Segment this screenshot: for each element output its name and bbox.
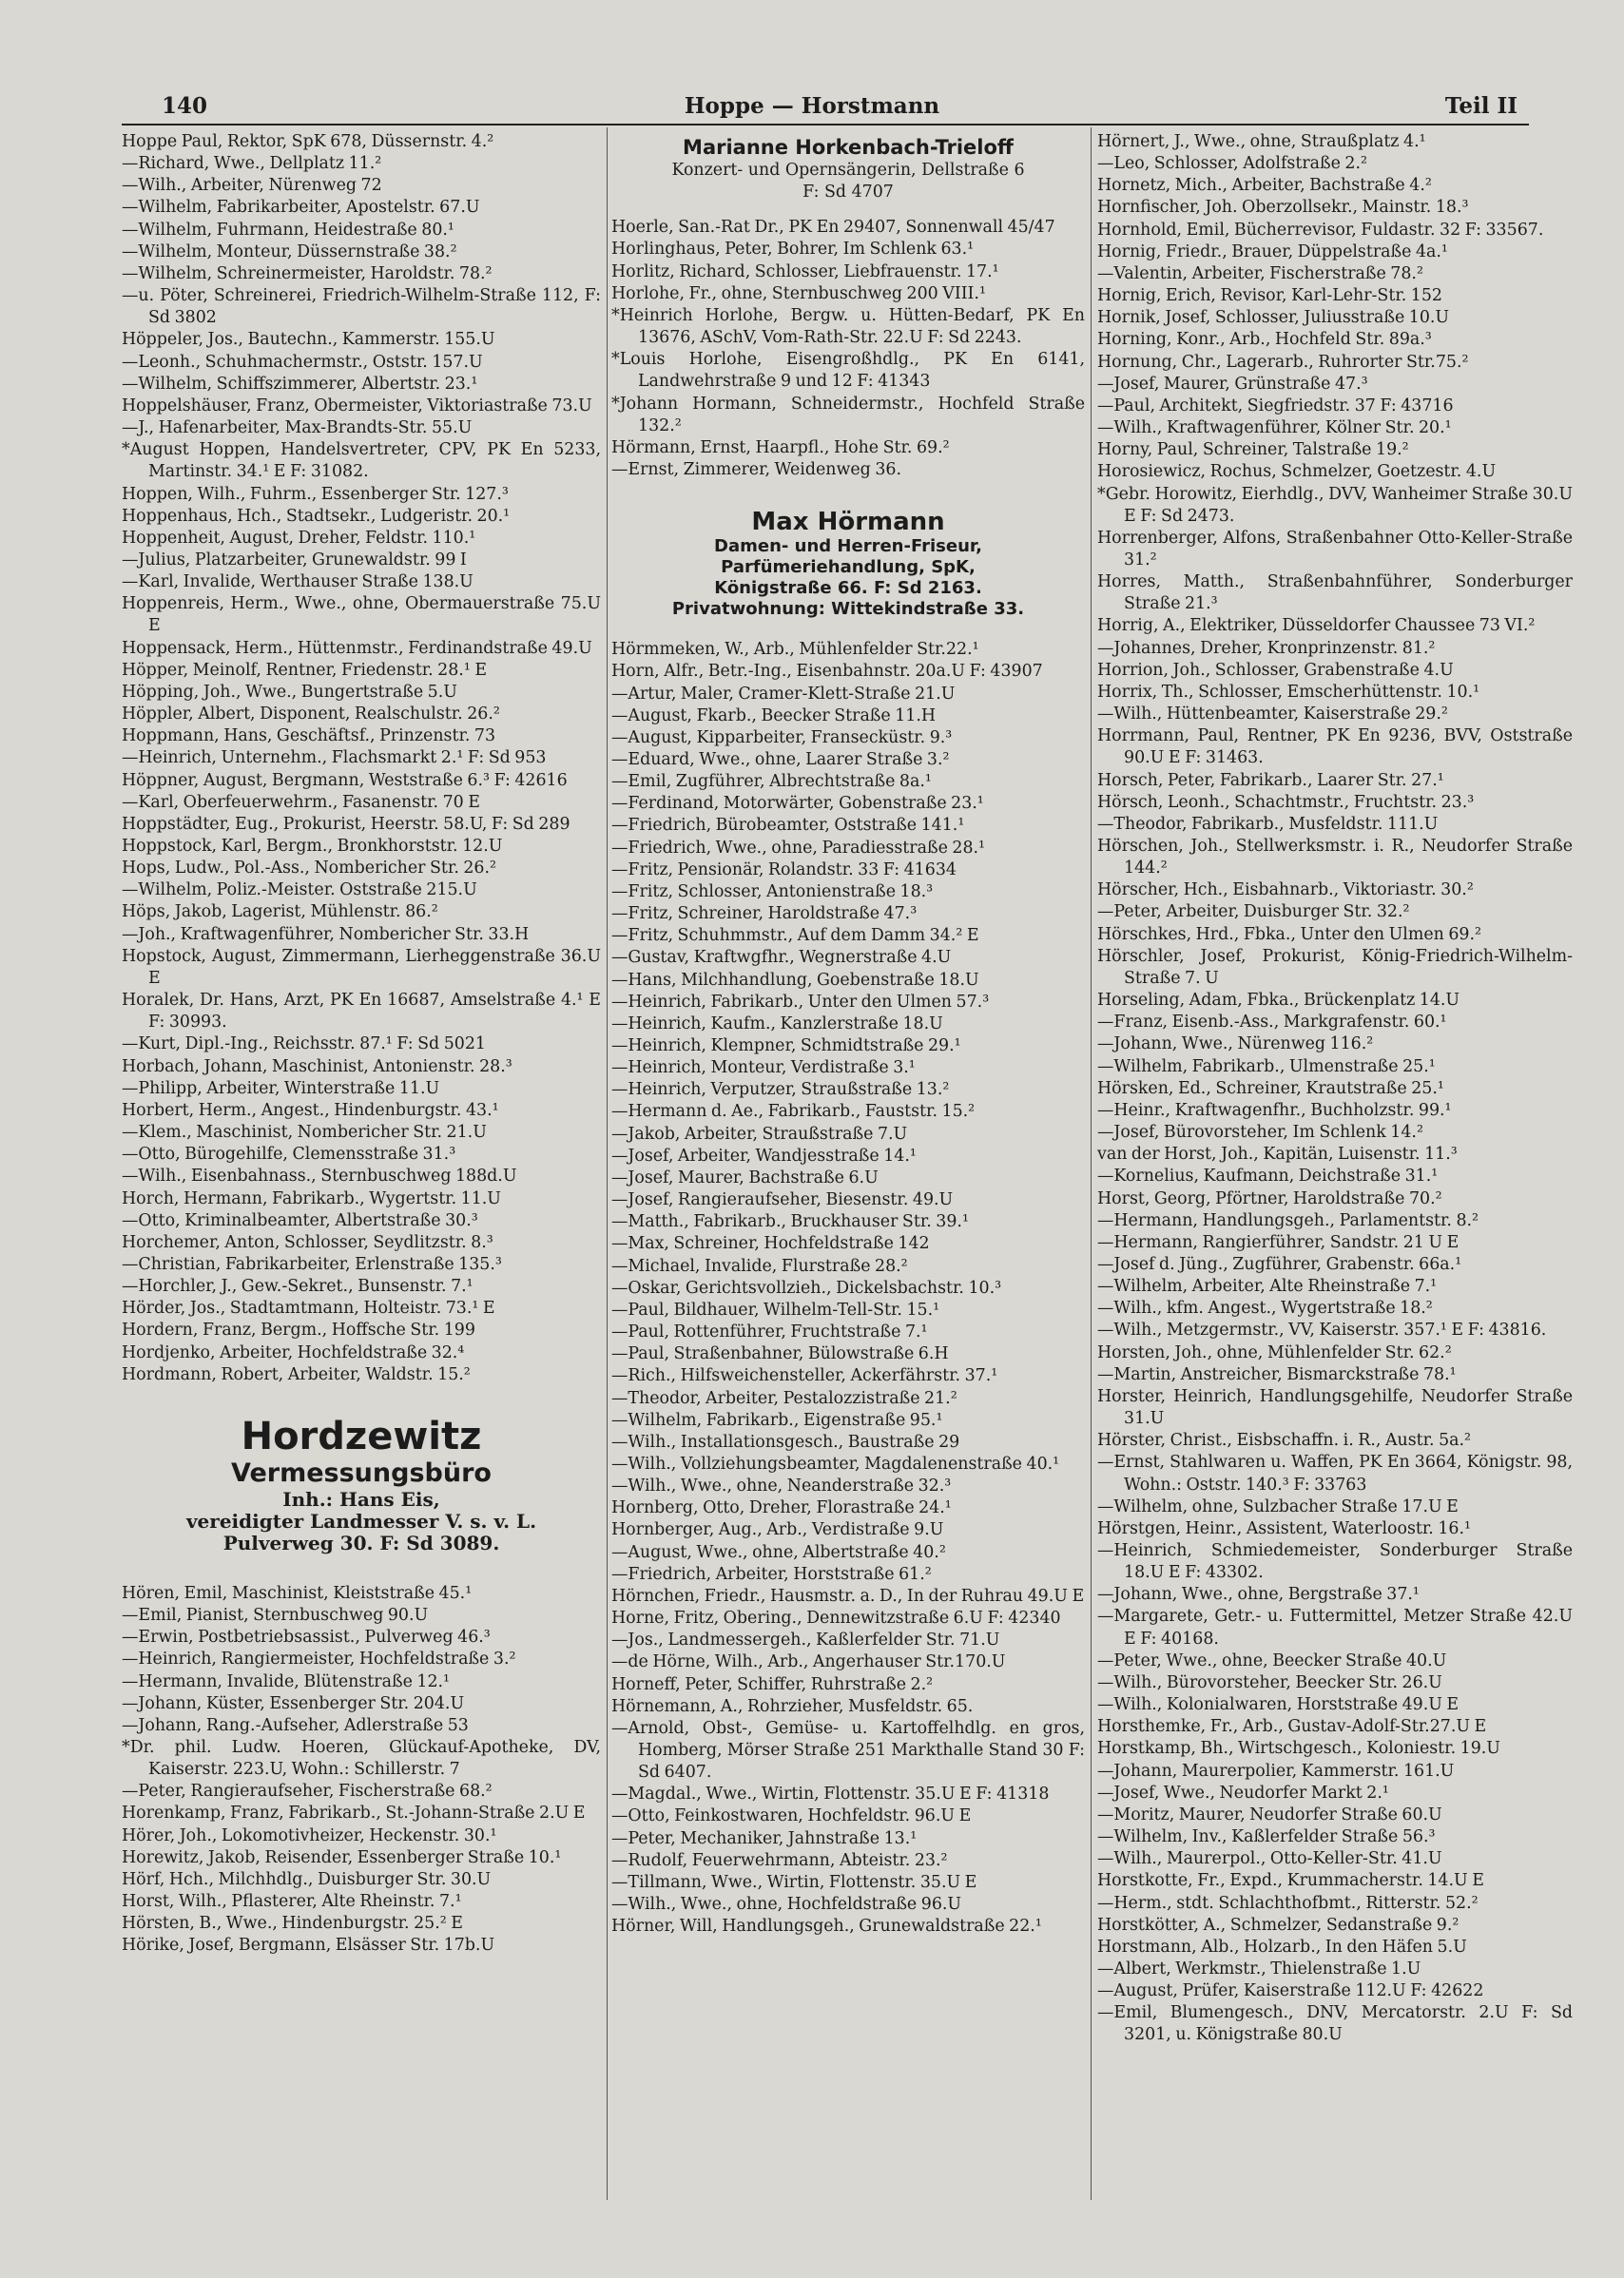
directory-entry: Hornig, Friedr., Brauer, Düppelstraße 4a.¹ <box>1097 241 1448 261</box>
directory-entry: —Martin, Anstreicher, Bismarckstraße 78.¹ <box>1097 1364 1457 1384</box>
directory-entry: *Johann Hormann, Schneidermstr., Hochfeld Straße 132.² <box>611 394 1085 435</box>
directory-entry: —Josef, Rangieraufseher, Biesenstr. 49.U <box>611 1190 954 1210</box>
directory-entry: —Moritz, Maurer, Neudorfer Straße 60.U <box>1097 1805 1442 1824</box>
directory-entry: —Paul, Architekt, Siegfriedstr. 37 F: 43716 <box>1097 396 1454 415</box>
directory-entry: —Johann, Wwe., Nürenweg 116.² <box>1097 1034 1374 1054</box>
directory-entry: Horst, Wilh., Pflasterer, Alte Rheinstr. 7.¹ <box>122 1892 462 1912</box>
directory-entry: Hordmann, Robert, Arbeiter, Waldstr. 15.² <box>122 1364 471 1384</box>
directory-entry: —Fritz, Schuhmmstr., Auf dem Damm 34.² E <box>611 926 979 946</box>
directory-entry: —Philipp, Arbeiter, Winterstraße 11.U <box>122 1078 440 1098</box>
directory-entry: Hörmmeken, W., Arb., Mühlenfelder Str.22.¹ <box>611 640 979 660</box>
directory-entry: Horster, Heinrich, Handlungsgehilfe, Neudorfer Straße 31.U <box>1097 1386 1573 1429</box>
directory-entry: —Margarete, Getr.- u. Futtermittel, Metzer Straße 42.U E F: 40168. <box>1097 1607 1573 1649</box>
directory-entry: —Fritz, Schreiner, Haroldstraße 47.³ <box>611 904 918 924</box>
directory-entry: —Ernst, Zimmerer, Weidenweg 36. <box>611 460 901 480</box>
directory-entry: Hören, Emil, Maschinist, Kleiststraße 45.¹ <box>122 1583 473 1603</box>
directory-entry: —Friedrich, Bürobeamter, Oststraße 141.¹ <box>611 816 965 836</box>
ad-line: F: Sd 4707 <box>802 183 894 203</box>
directory-entry: Horrig, A., Elektriker, Düsseldorfer Chaussee 73 VI.² <box>1097 616 1536 636</box>
column-3 <box>1097 131 1573 2047</box>
directory-entry: —de Hörne, Wilh., Arb., Angerhauser Str.170.U <box>611 1652 1006 1672</box>
directory-entry: Hoppensack, Herm., Hüttenmstr., Ferdinandstraße 49.U <box>122 638 592 658</box>
directory-entry: —Paul, Bildhauer, Wilhelm-Tell-Str. 15.¹ <box>611 1300 940 1320</box>
directory-entry: —Theodor, Arbeiter, Pestalozzistraße 21.² <box>611 1388 957 1408</box>
directory-entry: —Wilh., Vollziehungsbeamter, Magdalenenstraße 40.¹ <box>611 1454 1060 1474</box>
directory-entry: —Heinrich, Klempner, Schmidtstraße 29.¹ <box>611 1036 961 1055</box>
directory-entry: van der Horst, Joh., Kapitän, Luisenstr. 11.³ <box>1097 1145 1458 1165</box>
directory-entry: Horsthemke, Fr., Arb., Gustav-Adolf-Str.27.U E <box>1097 1717 1487 1737</box>
directory-entry: *Louis Horlohe, Eisengroßhdlg., PK En 6141, Landwehrstraße 9 und 12 F: 41343 <box>611 350 1085 392</box>
column-2 <box>611 131 1085 1938</box>
directory-entry: —Johann, Wwe., ohne, Bergstraße 37.¹ <box>1097 1585 1420 1605</box>
directory-entry: Hörder, Jos., Stadtamtmann, Holteistr. 73.¹ E <box>122 1299 495 1319</box>
directory-entry: Horbert, Herm., Angest., Hindenburgstr. 43.¹ <box>122 1100 499 1120</box>
directory-entry: Hörner, Will, Handlungsgeh., Grunewaldstraße 22.¹ <box>611 1917 1042 1937</box>
directory-entry: —Julius, Platzarbeiter, Grunewaldstr. 99 I <box>122 550 467 570</box>
directory-entry: —Heinrich, Verputzer, Straußstraße 13.² <box>611 1080 950 1100</box>
directory-entry: Horenkamp, Franz, Fabrikarb., St.-Johann-Straße 2.U E <box>122 1804 586 1824</box>
directory-entry: —Wilh., Bürovorsteher, Beecker Str. 26.U <box>1097 1672 1442 1692</box>
directory-entry: Hoppenhaus, Hch., Stadtsekr., Ludgeristr. 20.¹ <box>122 506 511 526</box>
directory-entry: Horrmann, Paul, Rentner, PK En 9236, BVV, Oststraße 90.U E F: 31463. <box>1097 726 1573 768</box>
directory-entry: Hörf, Hch., Milchhdlg., Duisburger Str. 30.U <box>122 1869 492 1889</box>
directory-entry: —Heinrich, Fabrikarb., Unter den Ulmen 57.³ <box>611 992 990 1012</box>
directory-entry: Hoerle, San.-Rat Dr., PK En 29407, Sonnenwall 45/47 <box>611 218 1055 238</box>
directory-entry: Hoppen, Wilh., Fuhrm., Essenberger Str. 127.³ <box>122 484 509 504</box>
directory-entry: —Fritz, Pensionär, Rolandstr. 33 F: 41634 <box>611 859 957 879</box>
entry-list <box>122 1583 601 1958</box>
directory-entry: —August, Fkarb., Beecker Straße 11.H <box>611 705 937 725</box>
directory-entry: —Leonh., Schuhmachermstr., Oststr. 157.U <box>122 352 483 372</box>
directory-entry: —Wilh., Wwe., ohne, Neanderstraße 32.³ <box>611 1477 952 1496</box>
directory-entry: —Max, Schreiner, Hochfeldstraße 142 <box>611 1234 930 1254</box>
directory-entry: —Wilhelm, Poliz.-Meister. Oststraße 215.U <box>122 880 477 900</box>
directory-entry: —Josef, Arbeiter, Wandjesstraße 14.¹ <box>611 1146 917 1166</box>
directory-entry: —Wilhelm, Inv., Kaßlerfelder Straße 56.³ <box>1097 1827 1436 1847</box>
directory-entry: —Wilhelm, Fuhrmann, Heidestraße 80.¹ <box>122 220 454 240</box>
directory-entry: —Wilhelm, Fabrikarbeiter, Apostelstr. 67.U <box>122 198 480 218</box>
directory-entry: Hörster, Christ., Eisbschaffn. i. R., Austr. 5a.² <box>1097 1431 1472 1451</box>
ad-title: Max Hörmann <box>751 508 945 537</box>
directory-entry: Höpper, Meinolf, Rentner, Friedenstr. 28.¹ E <box>122 660 488 680</box>
directory-entry: —Ferdinand, Motorwärter, Gobenstraße 23.¹ <box>611 794 984 814</box>
directory-entry: Hoppenheit, August, Dreher, Feldstr. 110.¹ <box>122 528 476 548</box>
directory-entry: Hörike, Josef, Bergmann, Elsässer Str. 17b.U <box>122 1936 495 1956</box>
directory-entry: Horewitz, Jakob, Reisender, Essenberger Straße 10.¹ <box>122 1847 562 1867</box>
directory-entry: —Hermann d. Ae., Fabrikarb., Fauststr. 15.² <box>611 1102 976 1122</box>
directory-entry: Hörsten, B., Wwe., Hindenburgstr. 25.² E <box>122 1914 463 1934</box>
directory-entry: —Heinrich, Unternehm., Flachsmarkt 2.¹ F: Sd 953 <box>122 748 547 768</box>
directory-entry: —Otto, Feinkostwaren, Hochfeldstr. 96.U E <box>611 1806 972 1826</box>
directory-entry: —Joh., Kraftwagenführer, Nombericher Str. 33.H <box>122 924 530 944</box>
directory-entry: Hornetz, Mich., Arbeiter, Bachstraße 4.² <box>1097 176 1432 196</box>
page-number: 140 <box>162 93 208 119</box>
directory-entry: Hörnemann, A., Rohrzieher, Musfeldstr. 65. <box>611 1696 974 1716</box>
directory-entry: Horlitz, Richard, Schlosser, Liebfrauenstr. 17.¹ <box>611 261 999 281</box>
directory-entry: Horning, Konr., Arb., Hochfeld Str. 89a.³ <box>1097 330 1432 350</box>
directory-entry: —Johann, Maurerpolier, Kammerstr. 161.U <box>1097 1761 1455 1781</box>
directory-entry: —Wilhelm, Schreinermeister, Haroldstr. 78.² <box>122 263 493 283</box>
directory-entry: —J., Hafenarbeiter, Max-Brandts-Str. 55.U <box>122 418 473 438</box>
directory-entry: Hoppstädter, Eug., Prokurist, Heerstr. 58.U, F: Sd 289 <box>122 814 570 834</box>
directory-entry: *August Hoppen, Handelsvertreter, CPV, PK En 5233, Martinstr. 34.¹ E F: 31082. <box>122 440 601 482</box>
directory-entry: Hörschkes, Hrd., Fbka., Unter den Ulmen 69.² <box>1097 924 1481 944</box>
directory-entry: Hörschen, Joh., Stellwerksmstr. i. R., Neudorfer Straße 144.² <box>1097 837 1573 878</box>
directory-entry: Horsten, Joh., ohne, Mühlenfelder Str. 62.² <box>1097 1342 1452 1362</box>
directory-entry: —Peter, Wwe., ohne, Beecker Straße 40.U <box>1097 1651 1447 1670</box>
entry-list <box>611 217 1085 481</box>
directory-entry: —Erwin, Postbetriebsassist., Pulverweg 46.³ <box>122 1628 491 1648</box>
directory-entry: —Josef, Maurer, Grünstraße 47.³ <box>1097 374 1368 394</box>
directory-entry: *Heinrich Horlohe, Bergw. u. Hütten-Bedarf, PK En 13676, ASchV, Vom-Rath-Str. 22.U F: Sd 2243. <box>611 305 1085 348</box>
advertisement-hoermann <box>611 481 1085 639</box>
directory-entry: Hörschler, Josef, Prokurist, König-Friedrich-Wilhelm-Straße 7. U <box>1097 946 1573 988</box>
directory-entry: —Wilh., Eisenbahnass., Sternbuschweg 188d.U <box>122 1167 517 1187</box>
directory-entry: —Karl, Invalide, Werthauser Straße 138.U <box>122 572 474 592</box>
directory-entry: —Fritz, Schlosser, Antonienstraße 18.³ <box>611 881 934 901</box>
directory-entry: —Emil, Blumengesch., DNV, Mercatorstr. 2.U F: Sd 3201, u. Königstraße 80.U <box>1097 2003 1573 2045</box>
directory-entry: Hornig, Erich, Revisor, Karl-Lehr-Str. 152 <box>1097 286 1442 306</box>
directory-entry: Hoppstock, Karl, Bergm., Bronkhorststr. 12.U <box>122 837 503 856</box>
directory-entry: —Kurt, Dipl.-Ing., Reichsstr. 87.¹ F: Sd 5021 <box>122 1034 486 1054</box>
directory-entry: —Hans, Milchhandlung, Goebenstraße 18.U <box>611 970 979 990</box>
ad-line: Privatwohnung: Wittekindstraße 33. <box>671 599 1025 620</box>
directory-entry: —Artur, Maler, Cramer-Klett-Straße 21.U <box>611 684 956 704</box>
directory-entry: —Peter, Arbeiter, Duisburger Str. 32.² <box>1097 902 1410 922</box>
directory-entry: —Leo, Schlosser, Adolfstraße 2.² <box>1097 154 1367 174</box>
ad-line: Pulverweg 30. F: Sd 3089. <box>222 1531 500 1554</box>
directory-entry: —Josef, Bürovorsteher, Im Schlenk 14.² <box>1097 1123 1423 1143</box>
directory-entry: Hornhold, Emil, Bücherrevisor, Fuldastr. 32 F: 33567. <box>1097 220 1544 240</box>
advertisement-horkenbach <box>611 131 1085 203</box>
directory-entry: Horch, Hermann, Fabrikarb., Wygertstr. 11.U <box>122 1188 501 1208</box>
directory-entry: —Wilh., Wwe., ohne, Hochfeldstraße 96.U <box>611 1895 962 1915</box>
directory-entry: —Jos., Landmessergeh., Kaßlerfelder Str. 71.U <box>611 1631 1000 1651</box>
directory-entry: —Wilh., Hüttenbeamter, Kaiserstraße 29.² <box>1097 705 1448 724</box>
directory-entry: —Paul, Rottenführer, Fruchtstraße 7.¹ <box>611 1322 928 1342</box>
directory-entry: —Johannes, Dreher, Kronprinzenstr. 81.² <box>1097 638 1436 658</box>
directory-entry: —Wilhelm, Schiffszimmerer, Albertstr. 23.¹ <box>122 374 478 394</box>
directory-entry: Horsch, Peter, Fabrikarb., Laarer Str. 27.¹ <box>1097 770 1444 790</box>
directory-entry: Horstmann, Alb., Holzarb., In den Häfen 5.U <box>1097 1937 1467 1957</box>
directory-entry: Hörsch, Leonh., Schachtmstr., Fruchtstr. 23.³ <box>1097 792 1475 812</box>
directory-entry: —Eduard, Wwe., ohne, Laarer Straße 3.² <box>611 749 950 769</box>
directory-entry: Höppner, August, Bergmann, Weststraße 6.³ F: 42616 <box>122 770 568 790</box>
directory-entry: —u. Pöter, Schreinerei, Friedrich-Wilhelm-Straße 112, F: Sd 3802 <box>122 286 601 328</box>
directory-entry: Horst, Georg, Pförtner, Haroldstraße 70.² <box>1097 1188 1442 1208</box>
directory-entry: *Dr. phil. Ludw. Hoeren, Glückauf-Apotheke, DV, Kaiserstr. 223.U, Wohn.: Schillerstr. 7 <box>122 1738 601 1780</box>
directory-entry: Horres, Matth., Straßenbahnführer, Sonderburger Straße 21.³ <box>1097 572 1573 614</box>
directory-entry: —August, Wwe., ohne, Albertstraße 40.² <box>611 1542 946 1562</box>
entry-list <box>122 131 601 1386</box>
directory-entry: Hopstock, August, Zimmermann, Lierheggenstraße 36.U E <box>122 946 601 988</box>
directory-entry: Höpping, Joh., Wwe., Bungertstraße 5.U <box>122 682 457 702</box>
ad-line: Damen- und Herren-Friseur, <box>714 536 982 557</box>
directory-entry: —Hermann, Handlungsgeh., Parlamentstr. 8.² <box>1097 1210 1479 1230</box>
directory-entry: —Heinrich, Schmiedemeister, Sonderburger Straße 18.U E F: 43302. <box>1097 1541 1573 1583</box>
directory-entry: —Albert, Werkmstr., Thielenstraße 1.U <box>1097 1959 1421 1979</box>
directory-entry: —Karl, Oberfeuerwehrm., Fasanenstr. 70 E <box>122 792 480 812</box>
ad-title: Hordzewitz <box>241 1414 482 1458</box>
directory-entry: —Franz, Eisenb.-Ass., Markgrafenstr. 60.¹ <box>1097 1013 1447 1033</box>
directory-entry: Hornung, Chr., Lagerarb., Ruhrorter Str.75.² <box>1097 352 1469 372</box>
directory-entry: Hörstgen, Heinr., Assistent, Waterloostr. 16.¹ <box>1097 1518 1471 1538</box>
ad-line: Inh.: Hans Eis, <box>282 1487 440 1511</box>
directory-entry: —Paul, Straßenbahner, Bülowstraße 6.H <box>611 1344 949 1364</box>
directory-entry: —Jakob, Arbeiter, Straußstraße 7.U <box>611 1124 908 1144</box>
directory-entry: Horbach, Johann, Maschinist, Antonienstr. 28.³ <box>122 1056 512 1076</box>
directory-entry: —Rich., Hilfsweichensteller, Ackerfährstr. 37.¹ <box>611 1366 998 1386</box>
directory-entry: Horstkamp, Bh., Wirtschgesch., Koloniestr. 19.U <box>1097 1739 1500 1759</box>
directory-entry: Horlohe, Fr., ohne, Sternbuschweg 200 VIII.¹ <box>611 283 986 303</box>
directory-entry: —Hermann, Invalide, Blütenstraße 12.¹ <box>122 1671 451 1691</box>
entry-list <box>611 639 1085 1938</box>
directory-entry: —Wilh., Kolonialwaren, Horststraße 49.U E <box>1097 1695 1460 1715</box>
directory-entry: —Matth., Fabrikarb., Bruckhauser Str. 39.¹ <box>611 1212 969 1232</box>
directory-entry: Hörer, Joh., Lokomotivheizer, Heckenstr. 30.¹ <box>122 1825 497 1845</box>
directory-entry: Hornfischer, Joh. Oberzollsekr., Mainstr. 18.³ <box>1097 198 1469 218</box>
ad-line: vereidigter Landmesser V. s. v. L. <box>185 1509 537 1533</box>
directory-entry: Horstkotte, Fr., Expd., Krummacherstr. 14.U E <box>1097 1871 1484 1891</box>
directory-entry: Hordern, Franz, Bergm., Hoffsche Str. 199 <box>122 1321 475 1341</box>
directory-entry: Horrix, Th., Schlosser, Emscherhüttenstr. 10.¹ <box>1097 682 1480 702</box>
directory-entry: —Heinrich, Kaufm., Kanzlerstraße 18.U <box>611 1014 943 1033</box>
directory-entry: Hörscher, Hch., Eisbahnarb., Viktoriastr. 30.² <box>1097 880 1474 900</box>
directory-entry: —Tillmann, Wwe., Wirtin, Flottenstr. 35.U E <box>611 1872 977 1892</box>
directory-entry: Horrion, Joh., Schlosser, Grabenstraße 4.U <box>1097 660 1454 680</box>
column-divider <box>1091 127 1092 2200</box>
directory-entry: Hornik, Josef, Schlosser, Juliusstraße 10.U <box>1097 308 1450 328</box>
running-head: Hoppe — Horstmann <box>684 93 940 119</box>
directory-entry: —Peter, Mechaniker, Jahnstraße 13.¹ <box>611 1828 918 1848</box>
directory-entry: —Josef d. Jüng., Zugführer, Grabenstr. 66a.¹ <box>1097 1254 1462 1274</box>
directory-entry: —Wilhelm, Fabrikarb., Ulmenstraße 25.¹ <box>1097 1056 1436 1076</box>
ad-line: Konzert- und Opernsängerin, Dellstraße 6 <box>671 161 1025 180</box>
directory-entry: Horlinghaus, Peter, Bohrer, Im Schlenk 63.¹ <box>611 240 975 260</box>
directory-entry: —Friedrich, Arbeiter, Horststraße 61.² <box>611 1564 932 1584</box>
column-1 <box>122 131 601 1958</box>
part-label: Teil II <box>1444 93 1518 119</box>
directory-entry: Horchemer, Anton, Schlosser, Seydlitzstr. 8.³ <box>122 1232 493 1252</box>
directory-entry: —Wilh., Installationsgesch., Baustraße 29 <box>611 1432 960 1452</box>
entry-list <box>1097 131 1573 2047</box>
directory-entry: —Christian, Fabrikarbeiter, Erlenstraße 135.³ <box>122 1254 502 1274</box>
directory-entry: Hoppe Paul, Rektor, SpK 678, Düssernstr. 4.² <box>122 132 494 151</box>
directory-entry: Höppeler, Jos., Bautechn., Kammerstr. 155.U <box>122 330 495 350</box>
directory-entry: Horseling, Adam, Fbka., Brückenplatz 14.U <box>1097 991 1460 1011</box>
directory-entry: Horrenberger, Alfons, Straßenbahner Otto-Keller-Straße 31.² <box>1097 528 1573 570</box>
directory-entry: Hörsken, Ed., Schreiner, Krautstraße 25.¹ <box>1097 1078 1444 1098</box>
directory-entry: Horneff, Peter, Schiffer, Ruhrstraße 2.² <box>611 1674 934 1694</box>
directory-entry: Hoppelshäuser, Franz, Obermeister, Viktoriastraße 73.U <box>122 396 592 415</box>
directory-entry: —Johann, Rang.-Aufseher, Adlerstraße 53 <box>122 1715 469 1735</box>
directory-entry: —Valentin, Arbeiter, Fischerstraße 78.² <box>1097 263 1423 283</box>
directory-entry: Horstkötter, A., Schmelzer, Sedanstraße 9.² <box>1097 1915 1460 1935</box>
directory-entry: —Magdal., Wwe., Wirtin, Flottenstr. 35.U E F: 41318 <box>611 1785 1050 1805</box>
directory-entry: —Wilhelm, ohne, Sulzbacher Straße 17.U E <box>1097 1496 1459 1516</box>
directory-entry: —Rudolf, Feuerwehrmann, Abteistr. 23.² <box>611 1850 948 1870</box>
directory-entry: —Kornelius, Kaufmann, Deichstraße 31.¹ <box>1097 1167 1439 1187</box>
directory-entry: —Wilh., Maurerpol., Otto-Keller-Str. 41.U <box>1097 1849 1442 1869</box>
directory-entry: —Emil, Pianist, Sternbuschweg 90.U <box>122 1606 429 1626</box>
ad-subtitle: Vermessungsbüro <box>231 1458 492 1488</box>
directory-entry: —Richard, Wwe., Dellplatz 11.² <box>122 154 382 174</box>
directory-entry: —Heinr., Kraftwagenfhr., Buchholzstr. 99.¹ <box>1097 1100 1452 1120</box>
directory-entry: —Josef, Maurer, Bachstraße 6.U <box>611 1168 879 1187</box>
directory-entry: —Josef, Wwe., Neudorfer Markt 2.¹ <box>1097 1783 1389 1803</box>
directory-entry: —Johann, Küster, Essenberger Str. 204.U <box>122 1693 465 1713</box>
directory-entry: Höps, Jakob, Lagerist, Mühlenstr. 86.² <box>122 902 438 922</box>
ad-line: Königstraße 66. F: Sd 2163. <box>714 578 982 599</box>
directory-entry: —Wilhelm, Monteur, Düssernstraße 38.² <box>122 241 457 261</box>
directory-entry: Horosiewicz, Rochus, Schmelzer, Goetzestr. 4.U <box>1097 462 1497 482</box>
directory-entry: Hörnert, J., Wwe., ohne, Straußplatz 4.¹ <box>1097 132 1426 151</box>
directory-entry: Hörmann, Ernst, Haarpfl., Hohe Str. 69.² <box>611 437 950 457</box>
directory-entry: —Theodor, Fabrikarb., Musfeldstr. 111.U <box>1097 814 1439 834</box>
directory-entry: —Peter, Rangieraufseher, Fischerstraße 68.² <box>122 1782 493 1802</box>
advertisement-hordzewitz <box>122 1386 601 1583</box>
directory-entry: Hornberg, Otto, Dreher, Florastraße 24.¹ <box>611 1498 952 1518</box>
directory-entry: —Wilhelm, Arbeiter, Alte Rheinstraße 7.¹ <box>1097 1277 1438 1297</box>
directory-entry: Horalek, Dr. Hans, Arzt, PK En 16687, Amselstraße 4.¹ E F: 30993. <box>122 991 601 1033</box>
directory-entry: —Herm., stdt. Schlachthofbmt., Ritterstr. 52.² <box>1097 1893 1479 1913</box>
directory-entry: —Wilhelm, Fabrikarb., Eigenstraße 95.¹ <box>611 1410 943 1430</box>
directory-entry: —Wilh., Metzgermstr., VV, Kaiserstr. 357.¹ E F: 43816. <box>1097 1321 1547 1341</box>
directory-entry: —Emil, Zugführer, Albrechtstraße 8a.¹ <box>611 772 932 792</box>
directory-entry: —Ernst, Stahlwaren u. Waffen, PK En 3664, Königstr. 98, Wohn.: Oststr. 140.³ F: 33763 <box>1097 1453 1573 1495</box>
header-rule <box>122 124 1529 125</box>
directory-entry: —Heinrich, Monteur, Verdistraße 3.¹ <box>611 1058 916 1078</box>
directory-entry: —Friedrich, Wwe., ohne, Paradiesstraße 28.¹ <box>611 838 986 858</box>
directory-entry: —Hermann, Rangierführer, Sandstr. 21 U E <box>1097 1232 1460 1252</box>
directory-entry: —August, Kipparbeiter, Fransecküstr. 9.³ <box>611 727 953 747</box>
directory-entry: —Arnold, Obst-, Gemüse- u. Kartoffelhdlg. en gros, Homberg, Mörser Straße 251 Markthalle Stand 30 F: Sd 6407. <box>611 1718 1085 1783</box>
directory-entry: Hornberger, Aug., Arb., Verdistraße 9.U <box>611 1520 944 1540</box>
directory-entry: —Gustav, Kraftwgfhr., Wegnerstraße 4.U <box>611 948 952 968</box>
directory-entry: —Wilh., Arbeiter, Nürenweg 72 <box>122 176 382 196</box>
directory-entry: —August, Prüfer, Kaiserstraße 112.U F: 42622 <box>1097 1981 1484 2001</box>
directory-entry: —Heinrich, Rangiermeister, Hochfeldstraße 3.² <box>122 1650 516 1670</box>
ad-line: Parfümeriehandlung, SpK, <box>721 557 976 578</box>
column-divider <box>607 127 608 2200</box>
directory-entry: Hordjenko, Arbeiter, Hochfeldstraße 32.⁴ <box>122 1342 465 1362</box>
directory-entry: Hörnchen, Friedr., Hausmstr. a. D., In der Ruhrau 49.U E <box>611 1586 1085 1606</box>
directory-entry: Hoppenreis, Herm., Wwe., ohne, Obermauerstraße 75.U E <box>122 594 601 636</box>
directory-entry: —Horchler, J., Gew.-Sekret., Bunsenstr. 7.¹ <box>122 1277 474 1297</box>
directory-entry: —Wilh., Kraftwagenführer, Kölner Str. 20.¹ <box>1097 418 1452 438</box>
directory-entry: —Michael, Invalide, Flurstraße 28.² <box>611 1256 908 1276</box>
directory-entry: Horn, Alfr., Betr.-Ing., Eisenbahnstr. 20a.U F: 43907 <box>611 662 1043 682</box>
directory-entry: Hops, Ludw., Pol.-Ass., Nombericher Str. 26.² <box>122 859 496 878</box>
directory-entry: Hoppmann, Hans, Geschäftsf., Prinzenstr. 73 <box>122 726 496 746</box>
directory-entry: *Gebr. Horowitz, Eierhdlg., DVV, Wanheimer Straße 30.U E F: Sd 2473. <box>1097 484 1573 526</box>
directory-entry: Horny, Paul, Schreiner, Talstraße 19.² <box>1097 440 1409 460</box>
directory-entry: —Otto, Bürogehilfe, Clemensstraße 31.³ <box>122 1145 456 1165</box>
directory-entry: —Klem., Maschinist, Nombericher Str. 21.U <box>122 1123 487 1143</box>
ad-title: Marianne Horkenbach-Trieloff <box>683 136 1014 159</box>
directory-entry: Höppler, Albert, Disponent, Realschulstr. 26.² <box>122 705 500 724</box>
directory-entry: —Wilh., kfm. Angest., Wygertstraße 18.² <box>1097 1299 1433 1319</box>
directory-entry: —Otto, Kriminalbeamter, Albertstraße 30.³ <box>122 1210 478 1230</box>
directory-entry: —Oskar, Gerichtsvollzieh., Dickelsbachstr. 10.³ <box>611 1278 1002 1298</box>
directory-entry: Horne, Fritz, Obering., Dennewitzstraße 6.U F: 42340 <box>611 1609 1061 1629</box>
